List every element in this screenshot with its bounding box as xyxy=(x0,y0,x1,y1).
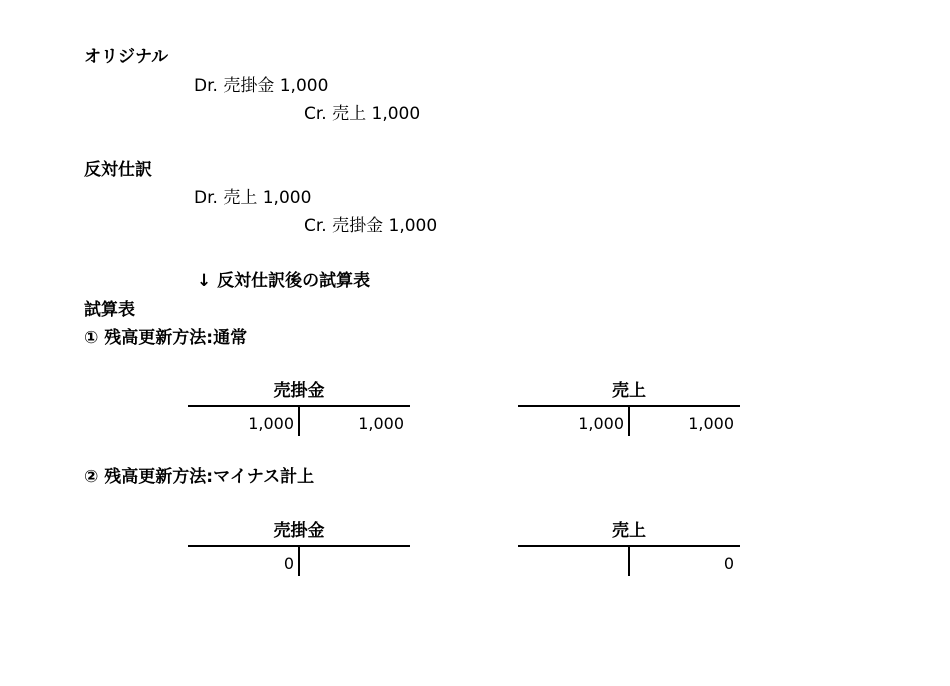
t-account-credit-value: 1,000 xyxy=(688,414,734,433)
original-credit-line: Cr. 売上 1,000 xyxy=(304,104,421,124)
original-debit-line: Dr. 売掛金 1,000 xyxy=(194,76,329,96)
t-account-receivables-method1 xyxy=(188,381,410,441)
arrow-note: ↓ 反対仕訳後の試算表 xyxy=(197,271,371,291)
t-account-credit-value: 0 xyxy=(723,554,734,573)
reversal-heading: 反対仕訳 xyxy=(84,160,152,180)
reversal-debit-line: Dr. 売上 1,000 xyxy=(194,188,312,208)
t-account-title: 売上 xyxy=(612,381,646,401)
t-account-debit-value: 1,000 xyxy=(248,414,294,433)
t-account-vertical-rule xyxy=(628,545,630,576)
t-account-sales-method1 xyxy=(518,381,740,441)
t-account-receivables-method2 xyxy=(188,521,410,581)
t-account-debit-value: 0 xyxy=(283,554,294,573)
t-account-sales-method2 xyxy=(518,521,740,581)
t-account-vertical-rule xyxy=(628,405,630,436)
t-account-title: 売掛金 xyxy=(273,381,325,401)
t-account-title: 売掛金 xyxy=(273,521,325,541)
method2-label: ② 残高更新方法:マイナス計上 xyxy=(84,467,315,487)
original-heading: オリジナル xyxy=(84,47,169,67)
trial-balance-heading: 試算表 xyxy=(84,300,135,320)
t-account-vertical-rule xyxy=(298,405,300,436)
method1-label: ① 残高更新方法:通常 xyxy=(84,328,248,348)
t-account-debit-value: 1,000 xyxy=(578,414,624,433)
t-account-credit-value: 1,000 xyxy=(358,414,404,433)
t-account-vertical-rule xyxy=(298,545,300,576)
t-account-title: 売上 xyxy=(612,521,646,541)
reversal-credit-line: Cr. 売掛金 1,000 xyxy=(304,216,438,236)
